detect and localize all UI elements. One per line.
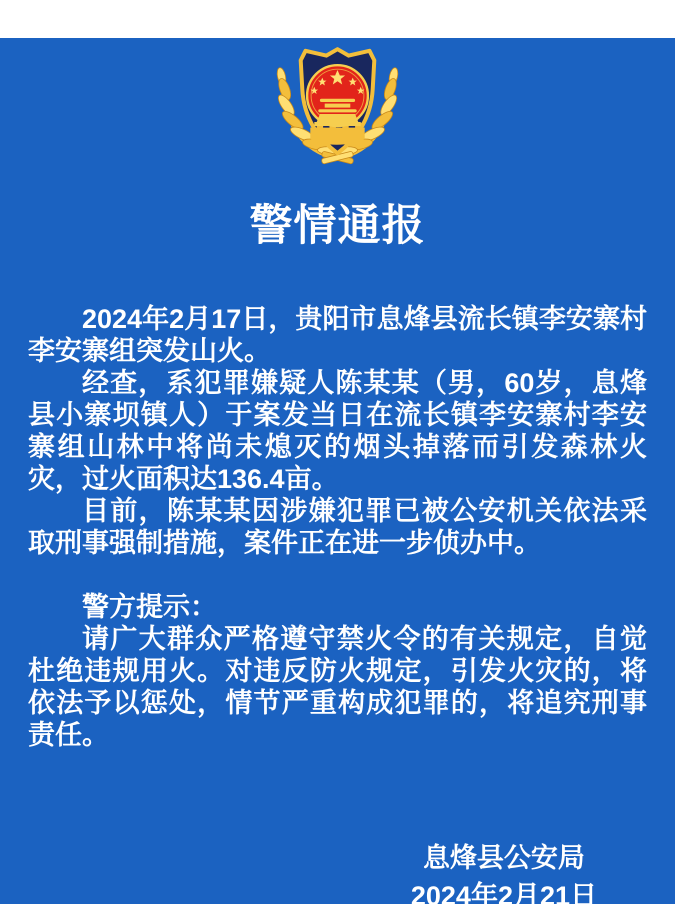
paragraph-measures: 目前，陈某某因涉嫌犯罪已被公安机关依法采取刑事强制措施，案件正在进一步侦办中。 xyxy=(28,496,647,558)
police-notice-page xyxy=(0,38,675,911)
signature-block xyxy=(411,839,597,915)
paragraph-police-tip: 请广大群众严格遵守禁火令的有关规定，自觉杜绝违规用火。对违反防火规定，引发火灾的，将依法予以惩处，情节严重构成犯罪的，将追究刑事责任。 xyxy=(28,624,647,750)
police-tip-heading: 警方提示： xyxy=(82,592,217,622)
signature-date: 2024年2月21日 xyxy=(410,881,597,911)
notice-title: 警情通报 xyxy=(249,202,426,250)
paragraph-investigation: 经查，系犯罪嫌疑人陈某某（男，60岁，息烽县小寨坝镇人）于案发当日在流长镇李安寨村李安寨组山林中将尚未熄灭的烟头掉落而引发森林火灾，过火面积达136.4亩。 xyxy=(28,368,647,494)
notice-body xyxy=(0,303,675,751)
signature-agency: 息烽县公安局 xyxy=(422,843,585,873)
paragraph-incident: 2024年2月17日，贵阳市息烽县流长镇李安寨村李安寨组突发山火。 xyxy=(28,304,647,366)
china-police-badge-icon xyxy=(255,38,420,166)
